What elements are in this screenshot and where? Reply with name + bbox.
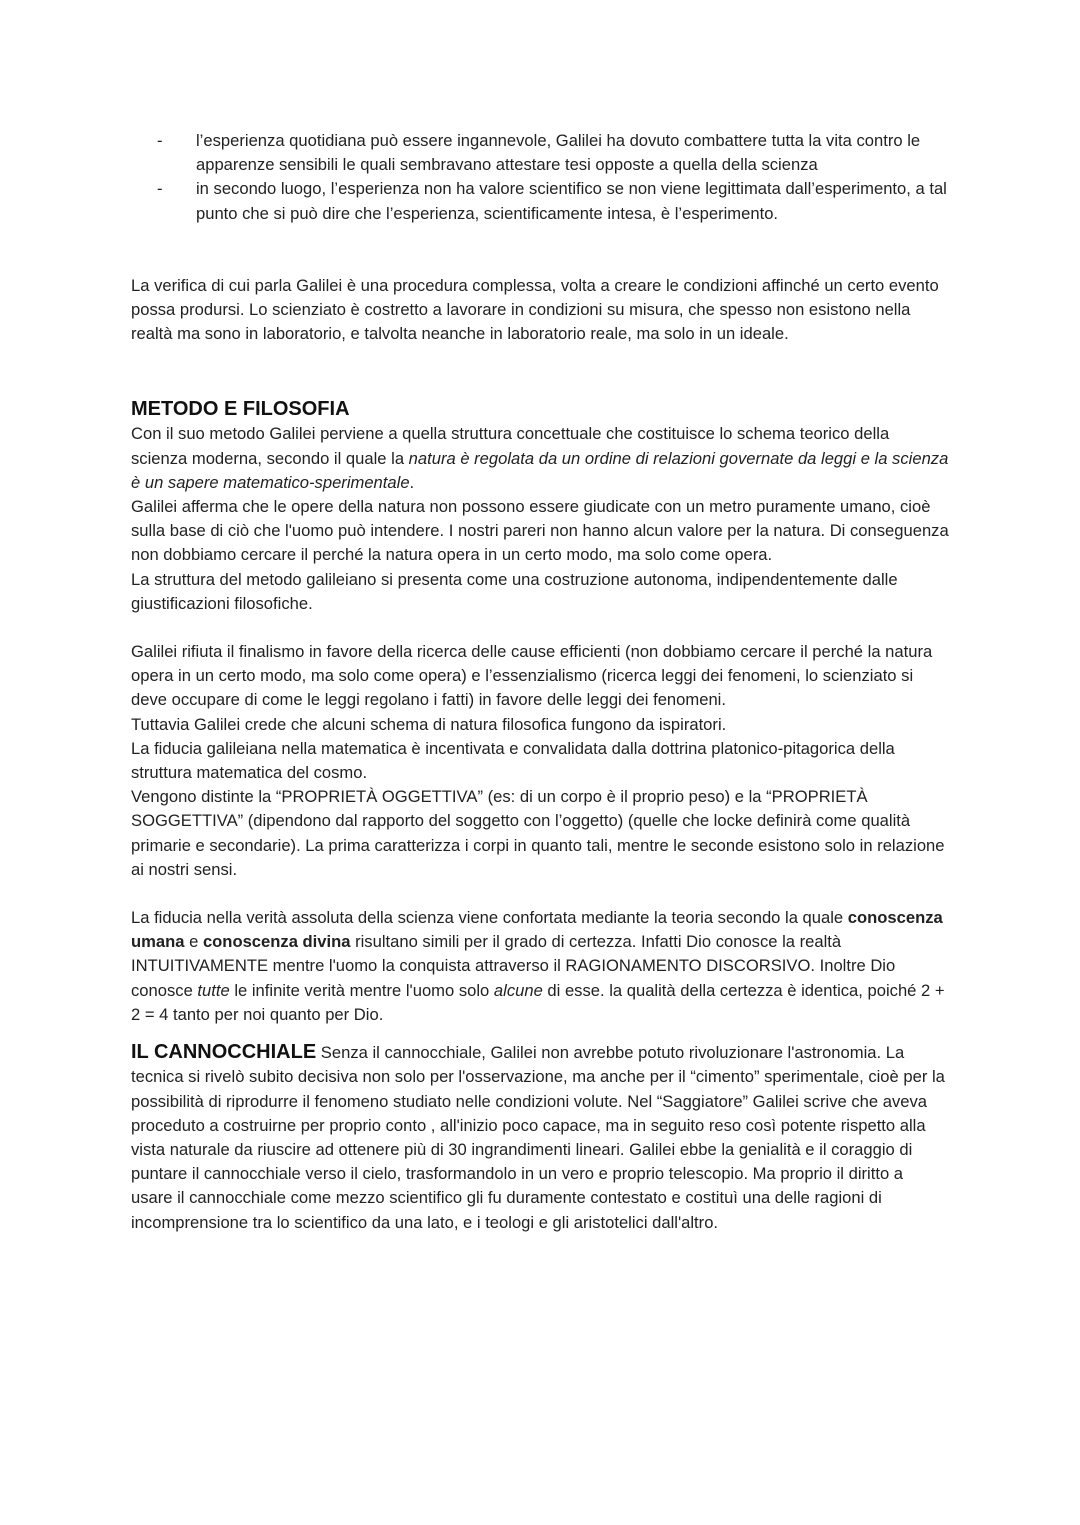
bullet-dash: - bbox=[157, 179, 163, 199]
bullet-list bbox=[131, 129, 949, 226]
cannocchiale-paragraph: IL CANNOCCHIALE Senza il cannocchiale, Galilei non avrebbe potuto rivoluzionare l'astronomia. La tecnica si rivelò subito decisiva non solo per l'osservazione, ma anche per il “cimento” sperimentale, cioè per la possibilità di riprodurre il fenomeno studiato nelle condizioni volute. Nel “Saggiatore” Galilei scrive che aveva proceduto a costruirne per proprio conto , all'inizio poco capace, ma in seguito reso così potente rispetto alla vista naturale da riuscire ad ottenere più di 30 ingrandimenti lineari. Galilei ebbe la genialità e il coraggio di puntare il cannocchiale verso il cielo, trasformandolo in un vero e proprio telescopio. Ma proprio il diritto a usare il cannocchiale come mezzo scientifico gli fu duramente contestato e costituì una delle ragioni di incomprensione tra lo scientifico da una lato, e i teologi e gli aristotelici dall'altro. bbox=[131, 1041, 945, 1232]
finalismo-paragraph-3: La fiducia galileiana nella matematica è incentivata e convalidata dalla dottrina platonico-pitagorica della struttura matematica del cosmo. bbox=[131, 738, 895, 783]
section-heading-metodo: METODO E FILOSOFIA bbox=[131, 398, 350, 421]
bold-conoscenza-divina: conoscenza divina bbox=[202, 932, 351, 952]
bullet-item bbox=[131, 177, 949, 225]
metodo-italic-definition: natura è regolata da un ordine di relazioni governate da leggi e la scienza è un sapere matematico-sperimentale bbox=[131, 448, 949, 492]
fiducia-paragraph: La fiducia nella verità assoluta della scienza viene confortata mediante la teoria secondo la quale conoscenza umana e conoscenza divina risultano simili per il grado di certezza. Infatti Dio conosce la realtà INTUITIVAMENTE mentre l'uomo la conquista attraverso il RAGIONAMENTO DISCORSIVO. Inoltre Dio conosce tutte le infinite verità mentre l'uomo solo alcune di esse. la qualità della certezza è identica, poiché 2 + 2 = 4 tanto per noi quanto per Dio. bbox=[131, 908, 945, 1024]
italic-alcune: alcune bbox=[493, 980, 543, 1000]
metodo-paragraph-1: Con il suo metodo Galilei perviene a quella struttura concettuale che costituisce lo schema teorico della scienza moderna, secondo il quale la natura è regolata da un ordine di relazioni governate da leggi e la scienza è un sapere matematico-sperimentale. bbox=[131, 424, 949, 492]
verifica-paragraph: La verifica di cui parla Galilei è una procedura complessa, volta a creare le condizioni affinché un certo evento possa prodursi. Lo scienziato è costretto a lavorare in condizioni su misura, che spesso non esistono nella realtà ma sono in laboratorio, e talvolta neanche in laboratorio reale, ma solo in un ideale. bbox=[131, 275, 939, 344]
bullet-text: in secondo luogo, l’esperienza non ha valore scientifico se non viene legittimata dall’esperimento, a tal punto che si può dire che l’esperienza, scientificamente intesa, è l’esperimento. bbox=[196, 179, 947, 223]
bullet-dash: - bbox=[157, 131, 163, 150]
document-body bbox=[131, 129, 949, 1235]
metodo-paragraph-3: La struttura del metodo galileiano si presenta come una costruzione autonoma, indipendentemente dalle giustificazioni filosofiche. bbox=[131, 569, 898, 613]
bullet-text: l’esperienza quotidiana può essere ingannevole, Galilei ha dovuto combattere tutta la vita contro le apparenze sensibili le quali sembravano attestare tesi opposte a quella della scienza bbox=[196, 131, 921, 175]
finalismo-paragraph-4: Vengono distinte la “PROPRIETÀ OGGETTIVA” (es: di un corpo è il proprio peso) e la “PROPRIETÀ SOGGETTIVA” (dipendono dal rapporto del soggetto con l’oggetto) (quelle che locke definirà come qualità primarie e secondarie). La prima caratterizza i corpi in quanto tali, mentre le seconde esistono solo in relazione ai nostri sensi. bbox=[131, 787, 945, 879]
section-heading-cannocchiale: IL CANNOCCHIALE bbox=[131, 1041, 317, 1064]
metodo-paragraph-2: Galilei afferma che le opere della natura non possono essere giudicate con un metro puramente umano, cioè sulla base di ciò che l'uomo può intendere. I nostri pareri non hanno alcun valore per la natura. Di conseguenza non dobbiamo cercare il perché la natura opera in un certo modo, ma solo come opera. bbox=[131, 497, 949, 565]
italic-tutte: tutte bbox=[197, 980, 230, 1000]
finalismo-paragraph-1: Galilei rifiuta il finalismo in favore della ricerca delle cause efficienti (non dobbiamo cercare il perché la natura opera in un certo modo, ma solo come opera) e l’essenzialismo (ricerca leggi dei fenomeni, lo scienziato si deve occupare di come le leggi regolano i fatti) in favore delle leggi dei fenomeni. bbox=[131, 642, 933, 710]
finalismo-paragraph-2: Tuttavia Galilei crede che alcuni schema di natura filosofica fungono da ispiratori. bbox=[131, 714, 727, 734]
bullet-item bbox=[131, 129, 949, 177]
bold-conoscenza-umana: conoscenza umana bbox=[131, 908, 943, 952]
